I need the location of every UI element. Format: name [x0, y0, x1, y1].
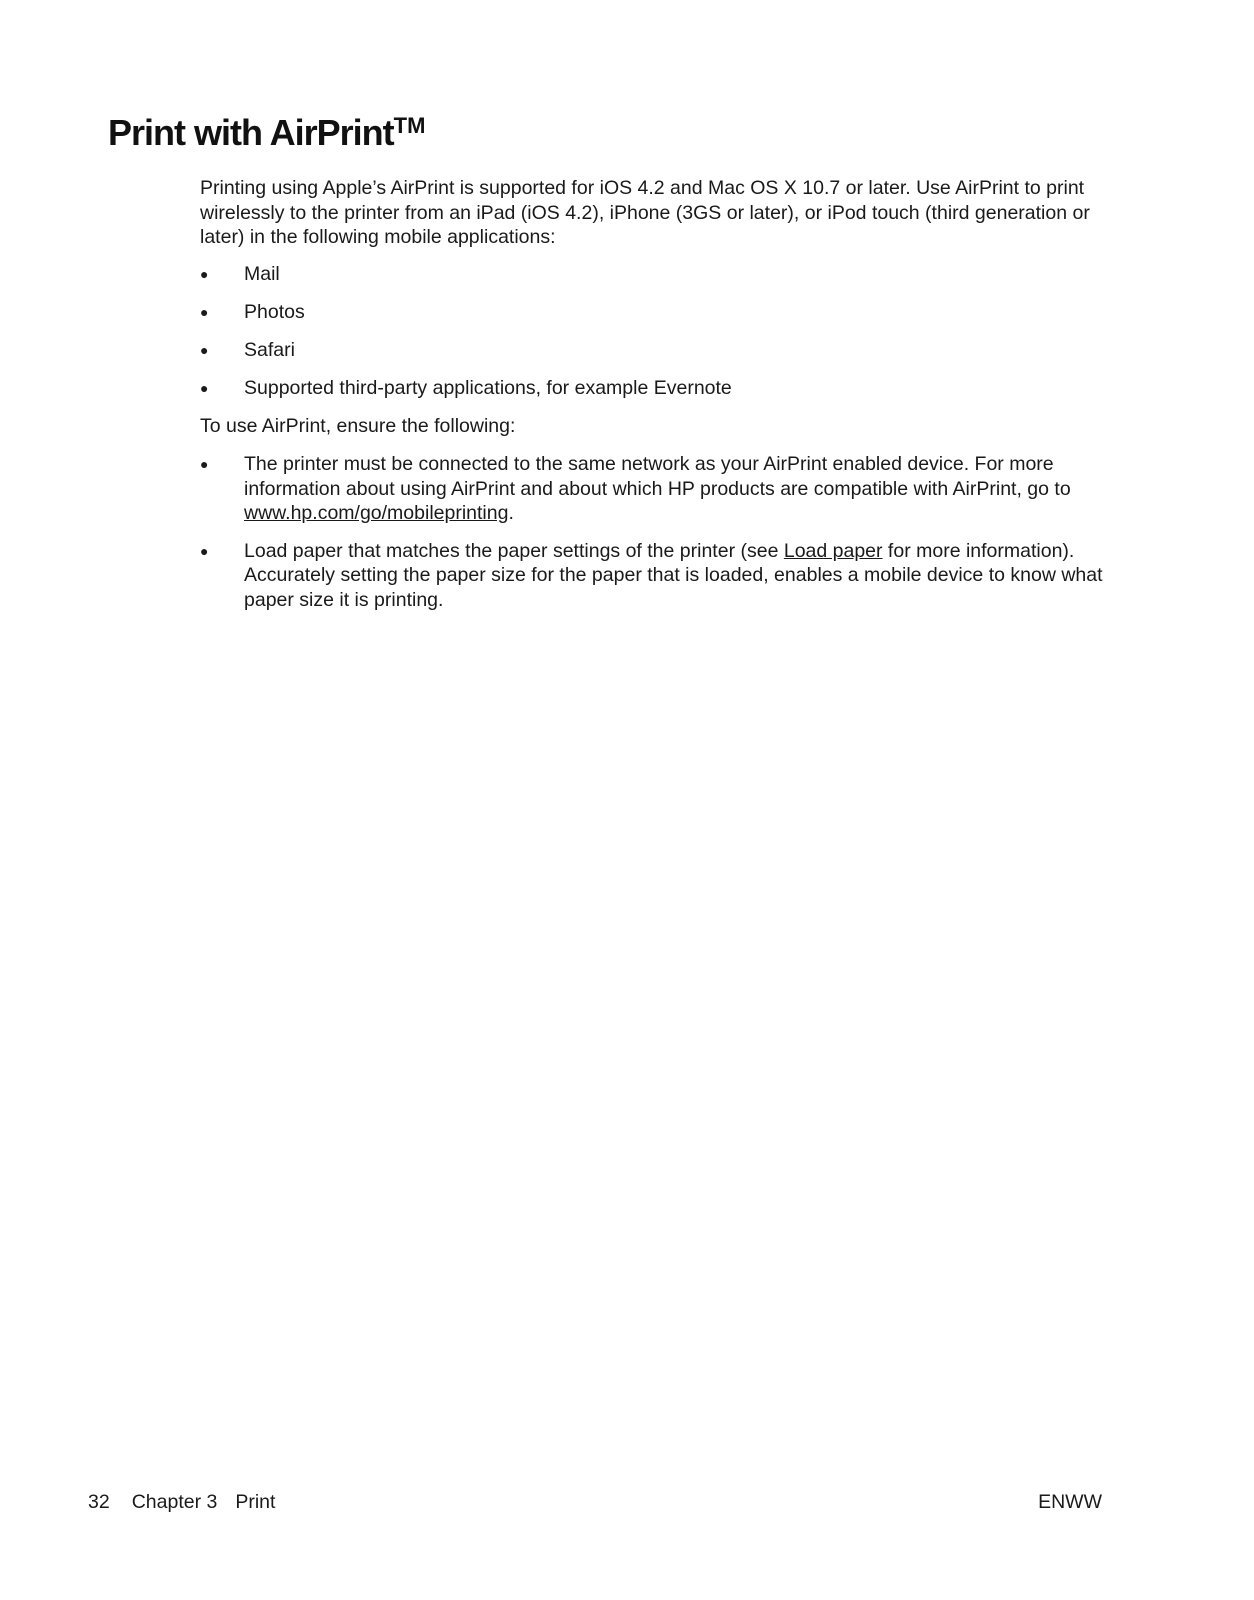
apps-list — [200, 262, 1110, 414]
load-paper-link[interactable]: Load paper — [783, 539, 883, 562]
bullet-icon: ● — [200, 456, 209, 472]
page-title-text: Print with AirPrint — [108, 112, 394, 153]
list-item — [200, 338, 1110, 363]
requirements-list — [200, 452, 1110, 625]
bullet-icon: ● — [200, 266, 209, 282]
requirement-text-after: . — [508, 502, 514, 524]
requirement-text-before: Load paper that matches the paper settings of the printer (see — [244, 539, 784, 562]
list-item-text: Photos — [244, 301, 305, 323]
list-item — [200, 376, 1110, 401]
requirement-text-before: The printer must be connected to the same network as your AirPrint enabled device. For more information about using AirPrint and about which HP products are compatible with AirPrint, go to — [244, 453, 1071, 500]
bullet-icon: ● — [200, 380, 209, 396]
list-item-text: Safari — [244, 339, 295, 361]
list-item-text: Mail — [244, 263, 280, 285]
trademark-superscript: TM — [393, 113, 426, 138]
ensure-paragraph: To use AirPrint, ensure the following: — [200, 415, 516, 437]
requirement-text-after: for more information). Accurately setting the paper size for the paper that is loaded, enables a mobile device to know what paper size it is printing. — [244, 539, 1103, 611]
bullet-icon: ● — [200, 542, 209, 559]
list-item — [200, 452, 1110, 526]
footer-left — [88, 1491, 275, 1514]
list-item — [200, 539, 1110, 613]
list-item — [200, 262, 1110, 287]
footer-right-label: ENWW — [1038, 1491, 1102, 1513]
page-number: 32 — [88, 1491, 110, 1513]
bullet-icon: ● — [200, 342, 209, 358]
bullet-icon: ● — [200, 304, 209, 320]
footer-section: Print — [235, 1491, 276, 1513]
page-title — [108, 112, 425, 154]
list-item-text: Supported third-party applications, for example Evernote — [244, 377, 732, 399]
footer-chapter: Chapter 3 — [131, 1491, 218, 1513]
intro-paragraph: Printing using Apple’s AirPrint is supported for iOS 4.2 and Mac OS X 10.7 or later. Use AirPrint to print wirelessly to the printer from an iPad (iOS 4.2), iPhone (3GS or later), or iPod touch (third generation or later) in the following mobile applications: — [200, 177, 1090, 248]
list-item — [200, 300, 1110, 325]
mobileprinting-link[interactable]: www.hp.com/go/mobileprinting — [244, 502, 509, 524]
